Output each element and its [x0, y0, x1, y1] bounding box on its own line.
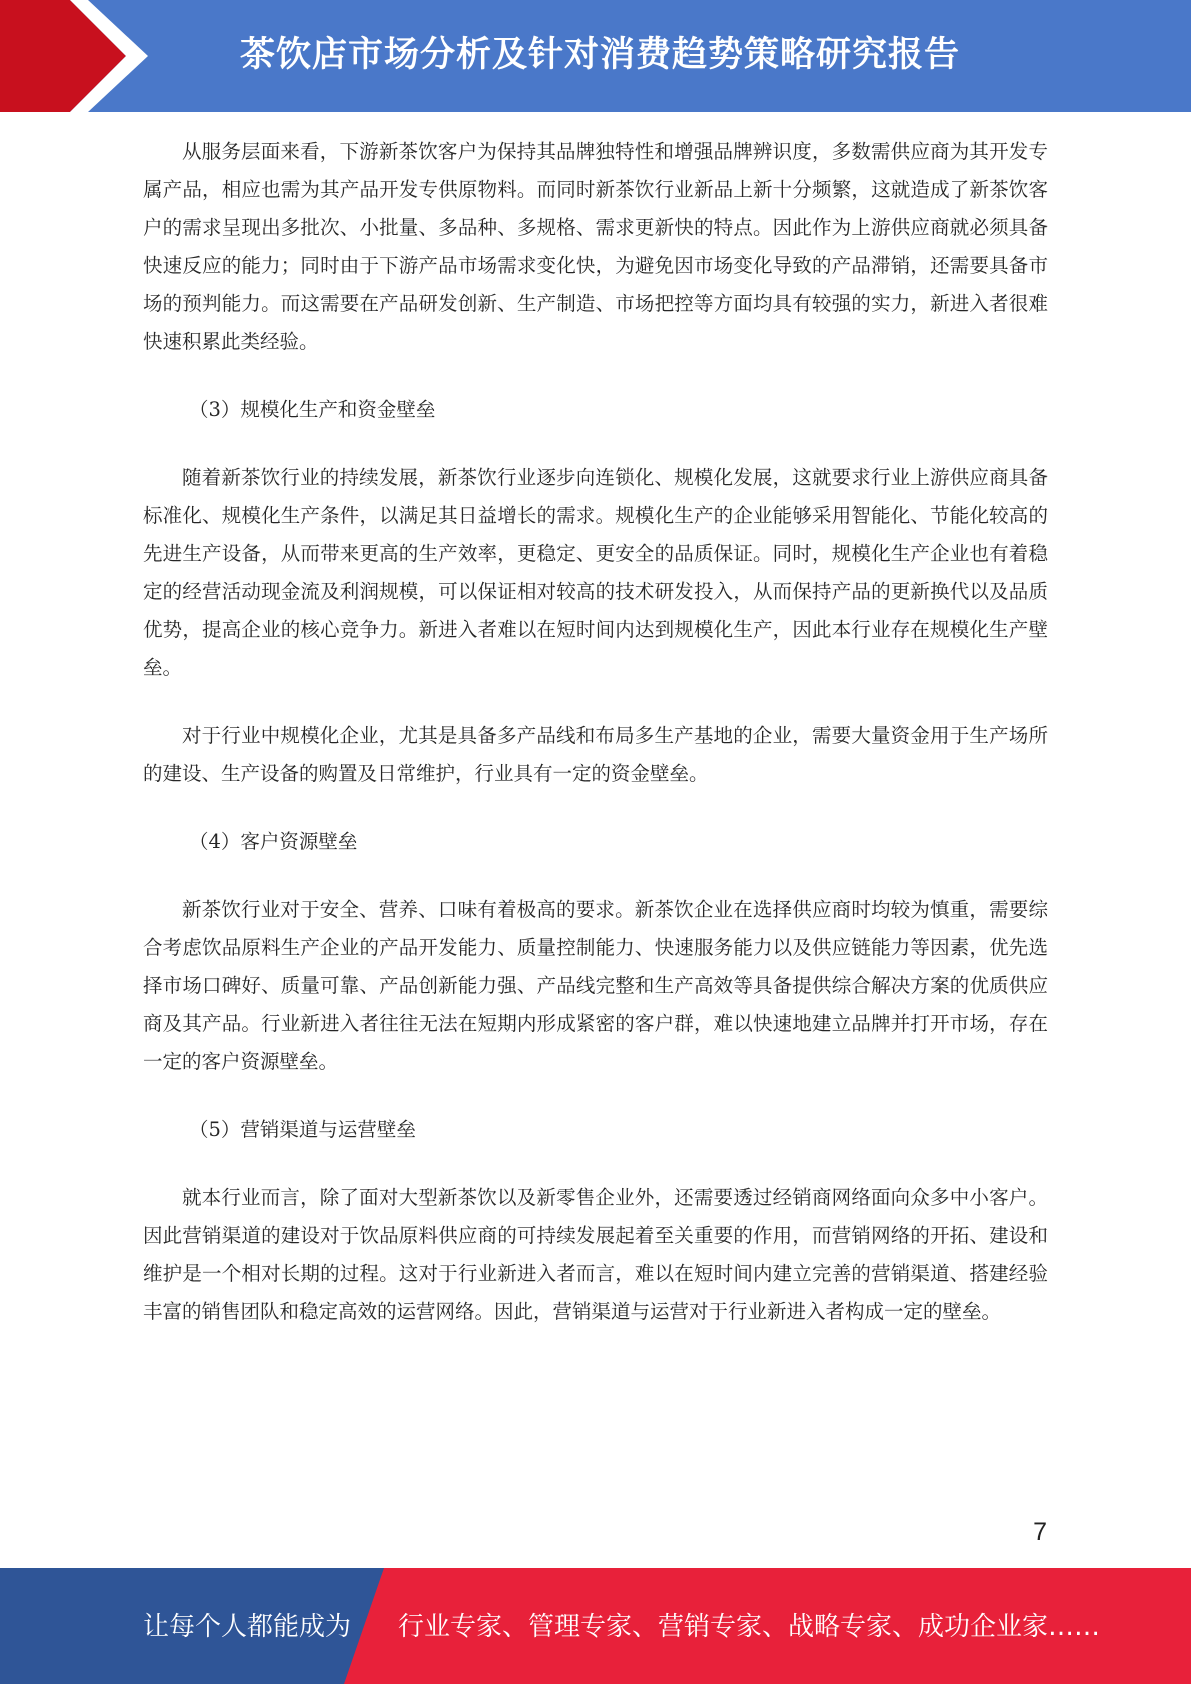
section-heading-marketing-channel: （5）营销渠道与运营壁垒 [189, 1118, 416, 1141]
page-header [0, 0, 1191, 112]
page-number: 7 [1033, 1518, 1047, 1546]
document-body [143, 133, 1048, 1331]
header-arrow-decoration [0, 0, 160, 112]
section-heading-scale-capital: （3）规模化生产和资金壁垒 [189, 398, 436, 421]
paragraph-customer-resource: 新茶饮行业对于安全、营养、口味有着极高的要求。新茶饮企业在选择供应商时均较为慎重，需要综合考虑饮品原料生产企业的产品开发能力、质量控制能力、快速服务能力以及供应链能力等因素，优先选择市场口碑好、质量可靠、产品创新能力强、产品线完整和生产高效等具备提供综合解决方案的优质供应商及其产品。行业新进入者往往无法在短期内形成紧密的客户群，难以快速地建立品牌并打开市场，存在一定的客户资源壁垒。 [143, 898, 1048, 1073]
footer-slogan-right: 行业专家、管理专家、营销专家、战略专家、成功企业家…… [398, 1612, 1101, 1642]
paragraph-service-level: 从服务层面来看，下游新茶饮客户为保持其品牌独特性和增强品牌辨识度，多数需供应商为其开发专属产品，相应也需为其产品开发专供原物料。而同时新茶饮行业新品上新十分频繁，这就造成了新茶饮客户的需求呈现出多批次、小批量、多品种、多规格、需求更新快的特点。因此作为上游供应商就必须具备快速反应的能力；同时由于下游产品市场需求变化快，为避免因市场变化导致的产品滞销，还需要具备市场的预判能力。而这需要在产品研发创新、生产制造、市场把控等方面均具有较强的实力，新进入者很难快速积累此类经验。 [143, 140, 1048, 353]
paragraph-capital-barrier: 对于行业中规模化企业，尤其是具备多产品线和布局多生产基地的企业，需要大量资金用于生产场所的建设、生产设备的购置及日常维护，行业具有一定的资金壁垒。 [143, 724, 1048, 785]
footer-slogan-left: 让每个人都能成为 [143, 1612, 352, 1642]
report-title: 茶饮店市场分析及针对消费趋势策略研究报告 [240, 35, 961, 75]
paragraph-marketing-channel: 就本行业而言，除了面对大型新茶饮以及新零售企业外，还需要透过经销商网络面向众多中小客户。因此营销渠道的建设对于饮品原料供应商的可持续发展起着至关重要的作用，而营销网络的开拓、建设和维护是一个相对长期的过程。这对于行业新进入者而言，难以在短时间内建立完善的营销渠道、搭建经验丰富的销售团队和稳定高效的运营网络。因此，营销渠道与运营对于行业新进入者构成一定的壁垒。 [143, 1186, 1048, 1323]
paragraph-scale-production: 随着新茶饮行业的持续发展，新茶饮行业逐步向连锁化、规模化发展，这就要求行业上游供应商具备标准化、规模化生产条件，以满足其日益增长的需求。规模化生产的企业能够采用智能化、节能化较高的先进生产设备，从而带来更高的生产效率，更稳定、更安全的品质保证。同时，规模化生产企业也有着稳定的经营活动现金流及利润规模，可以保证相对较高的技术研发投入，从而保持产品的更新换代以及品质优势，提高企业的核心竞争力。新进入者难以在短时间内达到规模化生产，因此本行业存在规模化生产壁垒。 [143, 466, 1048, 679]
page-footer [0, 1568, 1191, 1684]
section-heading-customer-resource: （4）客户资源壁垒 [189, 830, 358, 853]
